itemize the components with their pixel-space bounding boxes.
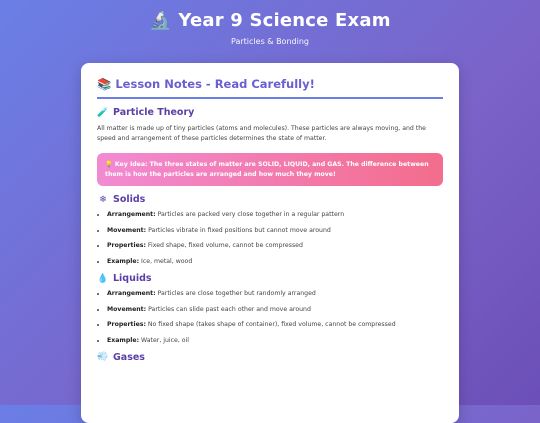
particle-theory-paragraph: All matter is made up of tiny particles (atoms and molecules). These particles are always moving, and the speed and arrangement of these particles determines the state of matter. [97, 125, 426, 142]
liquids-heading [97, 273, 443, 284]
gases-heading [97, 352, 443, 363]
books-icon: 📚 [97, 77, 112, 91]
test-tube-icon: 🧪 [97, 107, 109, 118]
lesson-notes-card [81, 63, 459, 423]
list-item: • Properties: No fixed shape (takes shape of container), fixed volume, cannot be compressed [107, 321, 443, 328]
particle-theory-heading [97, 107, 443, 118]
particle-theory-heading-text: Particle Theory [113, 107, 195, 118]
list-item: • Properties: Fixed shape, fixed volume, cannot be compressed [107, 242, 443, 249]
page-title-text: Year 9 Science Exam [178, 10, 391, 31]
lightbulb-icon: 💡 [105, 161, 113, 169]
page-subtitle: Particles & Bonding [231, 37, 309, 46]
snowflake-icon: ❄ [99, 194, 107, 205]
list-item: • Movement: Particles can slide past each other and move around [107, 306, 443, 313]
solids-heading [97, 194, 443, 205]
microscope-icon: 🔬 [149, 10, 172, 31]
lesson-notes-heading [97, 77, 443, 99]
list-item: • Example: Ice, metal, wood [107, 258, 443, 265]
liquids-heading-text: Liquids [113, 273, 152, 285]
list-item: • Arrangement: Particles are close together but randomly arranged [107, 290, 443, 297]
key-idea-text: Key Idea: The three states of matter are SOLID, LIQUID, and GAS. The difference between them is how the particles are arranged and how much they move! [105, 161, 429, 178]
solids-list [97, 211, 443, 265]
list-item: • Movement: Particles vibrate in fixed positions but cannot move around [107, 227, 443, 234]
liquids-list [97, 290, 443, 344]
page-title [0, 10, 540, 31]
list-item: • Example: Water, juice, oil [107, 337, 443, 344]
list-item: • Arrangement: Particles are packed very close together in a regular pattern [107, 211, 443, 218]
wind-icon: 💨 [97, 352, 109, 363]
page-header [0, 0, 540, 46]
lesson-notes-heading-text: Lesson Notes - Read Carefully! [115, 77, 315, 91]
gases-heading-text: Gases [113, 351, 145, 363]
droplet-icon: 💧 [97, 273, 109, 284]
solids-heading-text: Solids [113, 194, 146, 206]
key-idea-box [97, 153, 443, 186]
